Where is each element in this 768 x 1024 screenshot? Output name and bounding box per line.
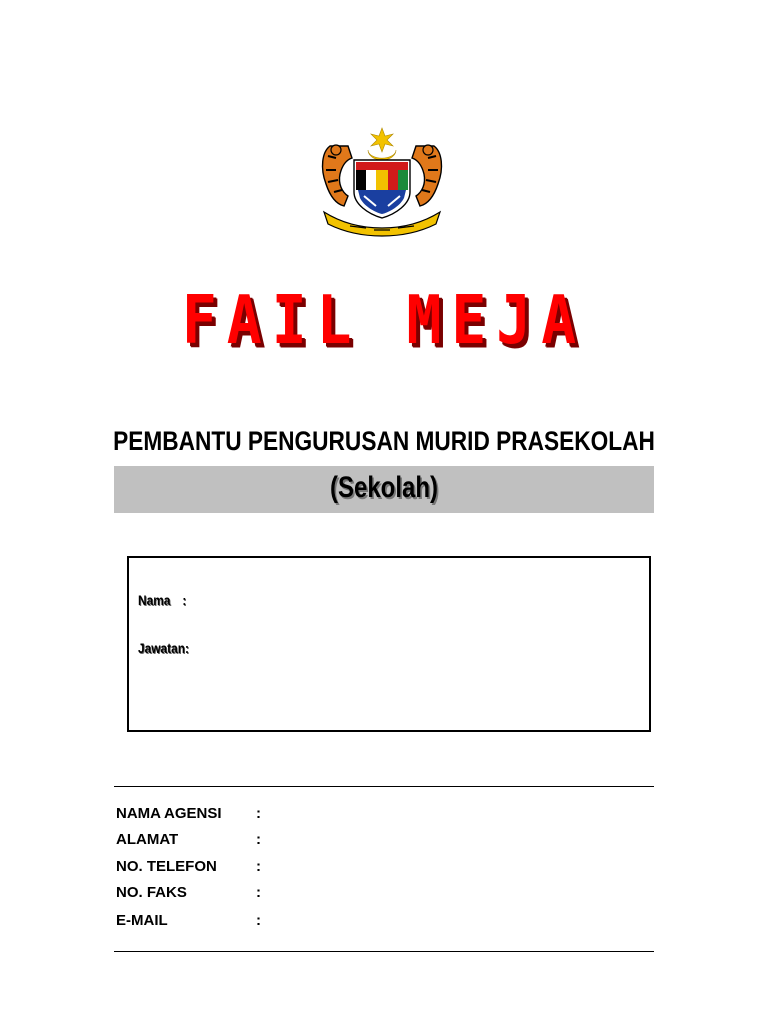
coat-of-arms-icon: [320, 126, 444, 238]
school-band: [114, 466, 654, 513]
school-band-label: (Sekolah): [329, 471, 439, 504]
position-field: [138, 640, 189, 656]
agency-name-colon: :: [256, 805, 261, 822]
fax-label: NO. FAKS: [116, 884, 187, 901]
document-title: FAIL MEJA: [181, 280, 587, 360]
phone-colon: :: [256, 858, 261, 875]
position-heading: PEMBANTU PENGURUSAN MURID PRASEKOLAH: [113, 426, 655, 456]
name-field-label: Nama: [138, 592, 171, 608]
name-field-colon: :: [182, 592, 187, 608]
address-label: ALAMAT: [116, 831, 179, 848]
fax-colon: :: [256, 884, 261, 901]
email-label: E-MAIL: [116, 912, 168, 929]
name-field: [138, 592, 186, 608]
phone-label: NO. TELEFON: [116, 858, 217, 875]
address-colon: :: [256, 831, 261, 848]
email-colon: :: [256, 912, 261, 929]
agency-name-label: NAMA AGENSI: [116, 805, 222, 822]
position-field-label: Jawatan: [138, 640, 185, 656]
divider-top: [114, 786, 654, 787]
divider-bottom: [114, 951, 654, 952]
position-field-colon: :: [184, 640, 189, 656]
name-box: [127, 556, 651, 732]
